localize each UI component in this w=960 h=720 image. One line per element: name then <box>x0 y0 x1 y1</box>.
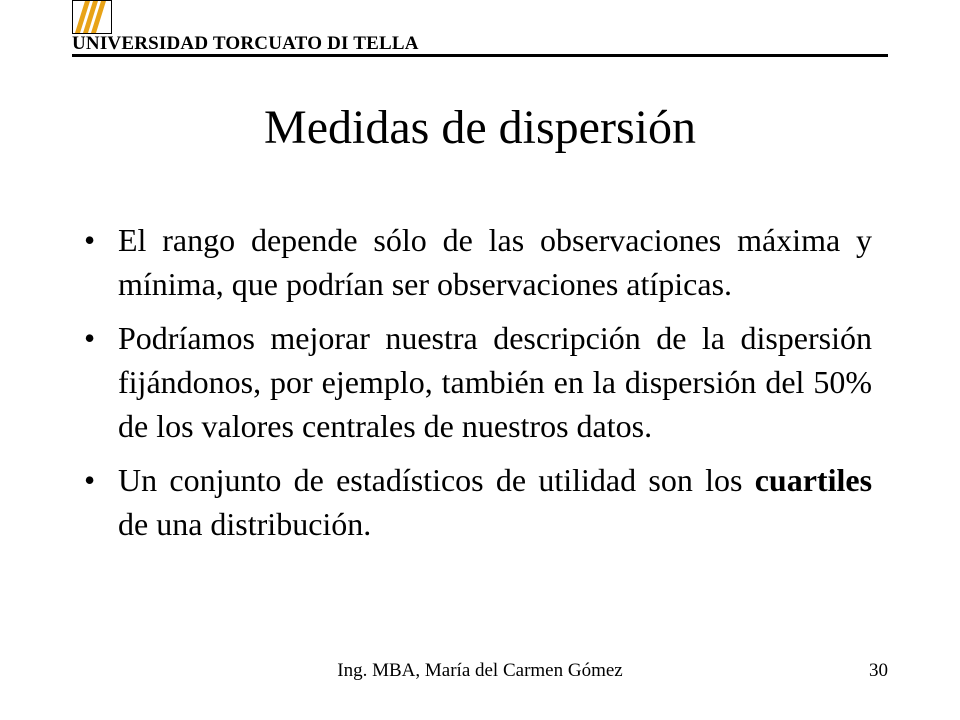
bullet-text: Podríamos mejorar nuestra descripción de la dispersión fijándonos, por ejemplo, también en la dispersión del 50% de los valores centrales de nuestros datos. <box>118 320 872 444</box>
bullet-list <box>72 218 872 546</box>
bullet-text: El rango depende sólo de las observaciones máxima y mínima, que podrían ser observaciones atípicas. <box>118 222 872 302</box>
bullet-text-after: de una distribución. <box>118 506 372 542</box>
bullet-dot-icon: • <box>84 462 96 498</box>
slide-title: Medidas de dispersión <box>264 101 696 154</box>
bullet-dot-icon: • <box>84 222 96 258</box>
university-logo-icon <box>72 0 112 34</box>
bullet-dot-icon: • <box>84 320 96 356</box>
university-name: UNIVERSIDAD TORCUATO DI TELLA <box>72 33 419 54</box>
page-number: 30 <box>869 660 888 681</box>
header-divider <box>72 54 888 57</box>
bullet-item <box>72 458 872 546</box>
bullet-text-before: Un conjunto de estadísticos de utilidad son los <box>118 462 743 498</box>
footer-author: Ing. MBA, María del Carmen Gómez <box>337 660 623 681</box>
diagonal-stripes-logo-icon <box>73 1 111 33</box>
bullet-item <box>72 218 872 306</box>
bullet-item <box>72 316 872 448</box>
bullet-bold-term: cuartiles <box>754 462 873 498</box>
